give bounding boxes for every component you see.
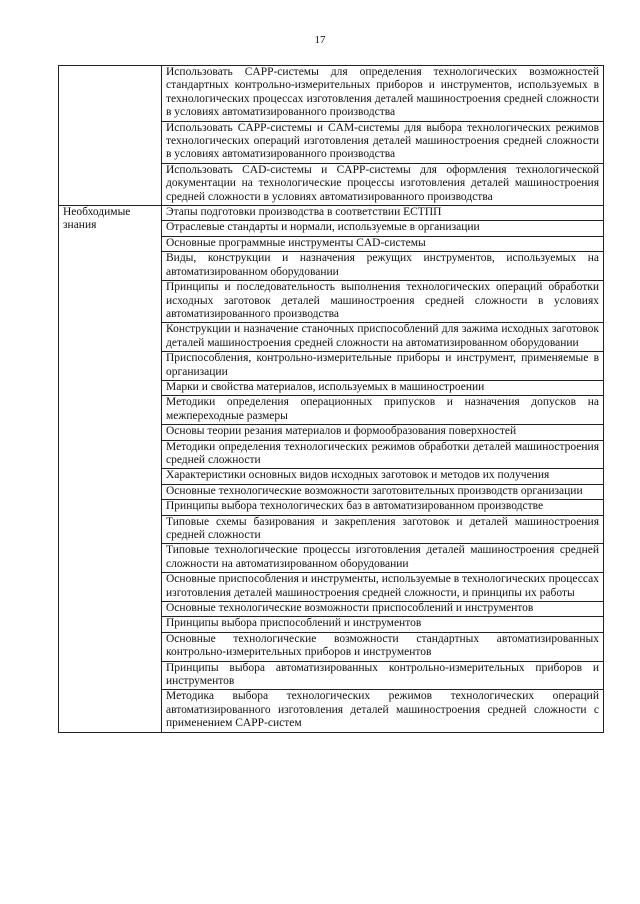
table-cell: Методики определения технологических режимов обработки деталей машиностроения средней сложности bbox=[162, 440, 604, 469]
table-cell: Основные технологические возможности заготовительных производств организации bbox=[162, 484, 604, 499]
table-cell: Основы теории резания материалов и формообразования поверхностей bbox=[162, 425, 604, 440]
table-cell: Основные технологические возможности стандартных автоматизированных контрольно-измерительных приборов и инструментов bbox=[162, 632, 604, 661]
table-cell: Отраслевые стандарты и нормали, используемые в организации bbox=[162, 221, 604, 236]
table-cell: Этапы подготовки производства в соответствии ЕСТПП bbox=[162, 206, 604, 221]
table-cell: Основные приспособления и инструменты, используемые в технологических процессах изготовления деталей машиностроения средней сложности, и принципы их работы bbox=[162, 573, 604, 602]
table-cell: Методика выбора технологических режимов технологических операций автоматизированного изготовления деталей машиностроения средней сложности с применением CAPP-систем bbox=[162, 690, 604, 732]
table-cell: Характеристики основных видов исходных заготовок и методов их получения bbox=[162, 469, 604, 484]
table-cell: Конструкции и назначение станочных приспособлений для зажима исходных заготовок деталей машиностроения средней сложности на автоматизированном оборудовании bbox=[162, 323, 604, 352]
row-label: Необходимые знания bbox=[59, 206, 162, 733]
table-cell: Основные технологические возможности приспособлений и инструментов bbox=[162, 602, 604, 617]
table-cell: Методики определения операционных припусков и назначения допусков на межпереходные размеры bbox=[162, 396, 604, 425]
table-cell: Типовые схемы базирования и закрепления заготовок и деталей машиностроения средней сложности bbox=[162, 515, 604, 544]
table-cell: Принципы и последовательность выполнения технологических операций обработки исходных заготовок деталей машиностроения средней сложности в условиях автоматизированного производства bbox=[162, 281, 604, 323]
table-cell: Использовать CAPP-системы для определения технологических возможностей стандартных контрольно-измерительных приборов и инструментов, используемых в технологических процессах изготовления деталей машиностроения средней сложности в условиях автоматизированного производства bbox=[162, 66, 604, 122]
table-cell: Использовать CAPP-системы и CAM-системы для выбора технологических режимов технологических операций изготовления деталей машиностроения средней сложности в условиях автоматизированного производства bbox=[162, 121, 604, 163]
requirements-table bbox=[58, 65, 604, 733]
page-number: 17 bbox=[314, 34, 326, 46]
table-cell: Приспособления, контрольно-измерительные приборы и инструмент, применяемые в организации bbox=[162, 352, 604, 381]
table-row bbox=[59, 206, 604, 221]
table-cell: Принципы выбора технологических баз в автоматизированном производстве bbox=[162, 500, 604, 515]
table-cell: Основные программные инструменты CAD-системы bbox=[162, 236, 604, 251]
table-cell: Марки и свойства материалов, используемых в машиностроении bbox=[162, 380, 604, 395]
table-cell: Виды, конструкции и назначения режущих инструментов, используемых на автоматизированном оборудовании bbox=[162, 252, 604, 281]
table-cell: Принципы выбора приспособлений и инструментов bbox=[162, 617, 604, 632]
table-cell: Принципы выбора автоматизированных контрольно-измерительных приборов и инструментов bbox=[162, 661, 604, 690]
table-row bbox=[59, 66, 604, 122]
table-cell: Типовые технологические процессы изготовления деталей машиностроения средней сложности на автоматизированном оборудовании bbox=[162, 544, 604, 573]
row-label bbox=[59, 66, 162, 206]
table-cell: Использовать CAD-системы и CAPP-системы для оформления технологической документации на технологические процессы изготовления деталей машиностроения средней сложности в условиях автоматизированного производства bbox=[162, 163, 604, 205]
